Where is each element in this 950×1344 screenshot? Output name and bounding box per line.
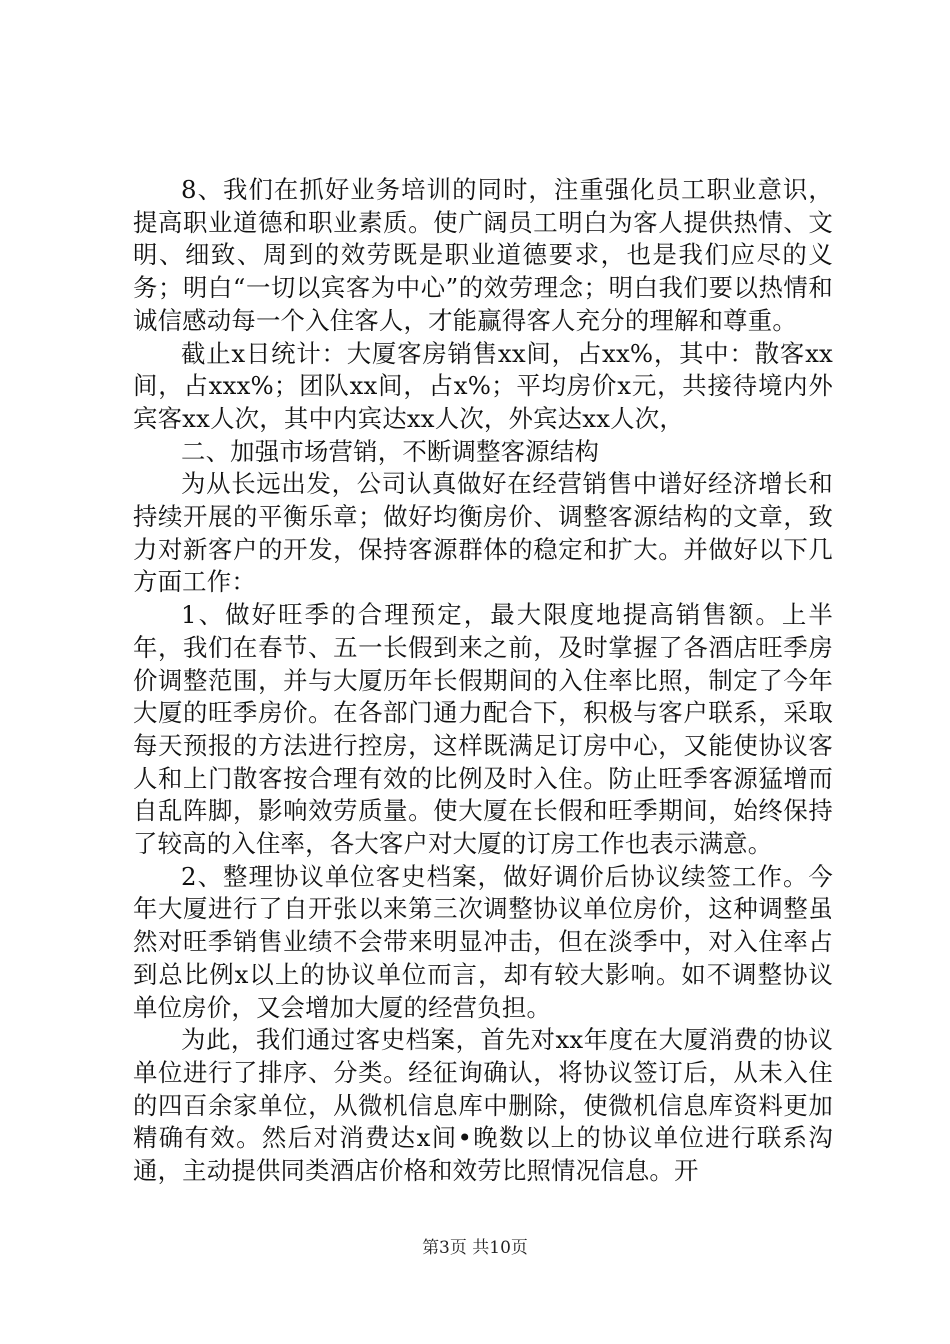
section-heading-marketing: 二、加强市场营销，不断调整客源结构 [181,436,600,466]
paragraph-peak-season: 1、做好旺季的合理预定，最大限度地提高销售额。上半年，我们在春节、五一长假到来之前，及时掌握了各酒店旺季房价调整范围，并与大厦历年长假期间的入住率比照，制定了今年大厦的旺季房价。在各部门通力配合下，积极与客户联系，采取每天预报的方法进行控房，这样既满足订房中心，又能使协议客人和上门散客按合理有效的比例及时入住。防止旺季客源猛增而自乱阵脚，影响效劳质量。使大厦在长假和旺季期间，始终保持了较高的入住率，各大客户对大厦的订房工作也表示满意。 [133,600,833,859]
paragraph-statistics: 截止x日统计：大厦客房销售xx间，占xx%，其中：散客xx间，占xxx%；团队xx间，占x%；平均房价x元，共接待境内外宾客xx人次，其中内宾达xx人次，外宾达xx人次， [133,338,833,433]
document-body [133,174,833,1188]
paragraph-agreement-archives: 2、整理协议单位客史档案，做好调价后协议续签工作。今年大厦进行了自开张以来第三次调整协议单位房价，这种调整虽然对旺季销售业绩不会带来明显冲击，但在淡季中，对入住率占到总比例x以上的协议单位而言，却有较大影响。如不调整协议单位房价，又会增加大厦的经营负担。 [133,861,833,1022]
page-number-footer: 第3页 共10页 [422,1238,528,1258]
paragraph-marketing-intro: 为从长远出发，公司认真做好在经营销售中谱好经济增长和持续开展的平衡乐章；做好均衡房价、调整客源结构的文章，致力对新客户的开发，保持客源群体的稳定和扩大。并做好以下几方面工作： [133,469,833,597]
paragraph-customer-records: 为此，我们通过客史档案，首先对xx年度在大厦消费的协议单位进行了排序、分类。经征询确认，将协议签订后，从未入住的四百余家单位，从微机信息库中删除，使微机信息库资料更加精确有效。然后对消费达x间•晚数以上的协议单位进行联系沟通，主动提供同类酒店价格和效劳比照情况信息。开 [133,1025,833,1186]
paragraph-training: 8、我们在抓好业务培训的同时，注重强化员工职业意识，提高职业道德和职业素质。使广阔员工明白为客人提供热情、文明、细致、周到的效劳既是职业道德要求，也是我们应尽的义务；明白“一切以宾客为中心”的效劳理念；明白我们要以热情和诚信感动每一个入住客人，才能赢得客人充分的理解和尊重。 [133,175,833,335]
